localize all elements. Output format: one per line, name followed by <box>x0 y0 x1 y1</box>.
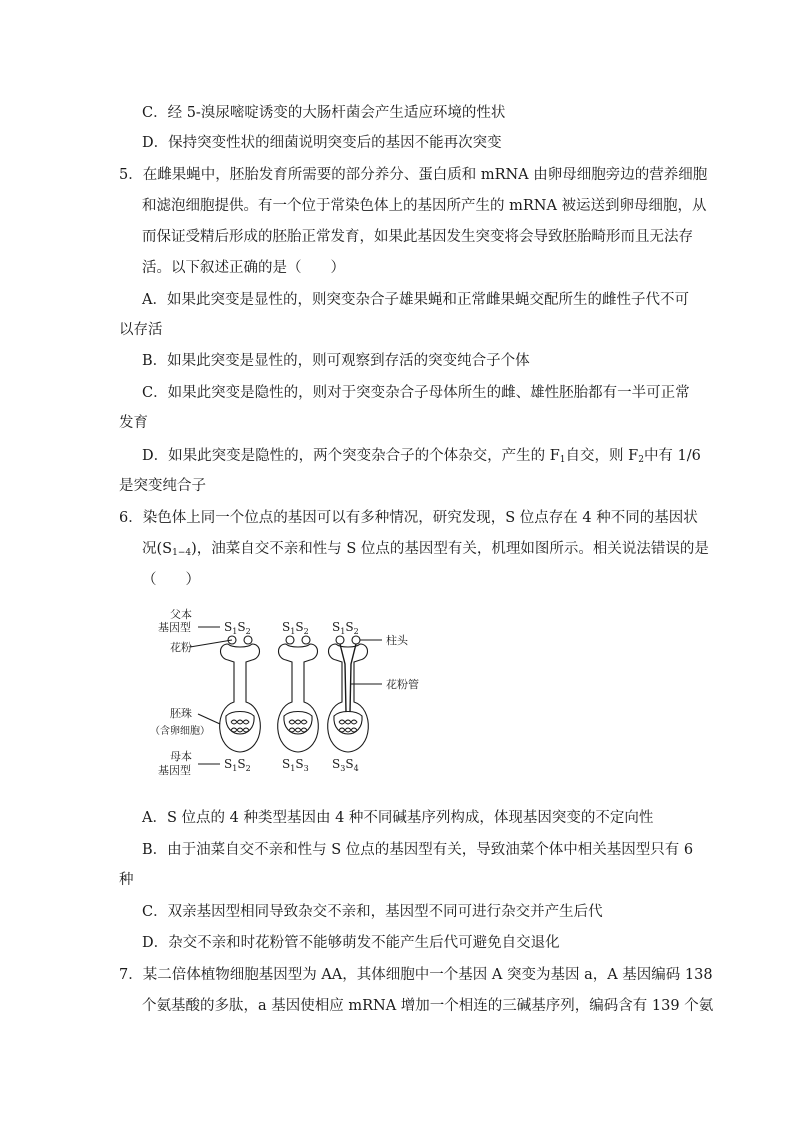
q4-option-d: D．保持突变性状的细菌说明突变后的基因不能再次突变 <box>142 135 502 151</box>
q6-stem-line2: 况$(S_{1-4})$，油菜自交不亲和性与 S 位点的基因型有关，机理如图所示。相关说法错误的是 <box>142 541 709 558</box>
s-locus-figure <box>150 604 440 782</box>
q5-option-c-line2: 发育 <box>119 415 148 431</box>
q5-option-c-line1: C．如果此突变是隐性的，则对于突变杂合子母体所生的雌、雄性胚胎都有一半可正常 <box>142 385 690 401</box>
q5-stem-line4: 活。以下叙述正确的是（ ） <box>142 260 345 276</box>
father-genotype-3: $S_1S_2$ <box>332 620 359 636</box>
pistil-2 <box>278 636 319 752</box>
q6-option-d: D．杂交不亲和时花粉管不能够萌发不能产生后代可避免自交退化 <box>142 935 560 951</box>
q6-option-c: C．双亲基因型相同导致杂交不亲和，基因型不同可进行杂交并产生后代 <box>142 904 603 920</box>
pollen-label: 花粉 <box>170 641 192 654</box>
q7-stem-line2: 个氨基酸的多肽，a 基因使相应 mRNA 增加一个相连的三碱基序列，编码含有 139 个氨 <box>142 998 714 1014</box>
q5-option-b: B．如果此突变是显性的，则可观察到存活的突变纯合子个体 <box>142 353 530 369</box>
q6-option-b-line2: 种 <box>119 872 134 888</box>
pollen-tube-label: 花粉管 <box>386 678 419 691</box>
pistil-1 <box>220 636 261 752</box>
q5-stem-line1: 5．在雌果蝇中，胚胎发育所需要的部分养分、蛋白质和 mRNA 由卵母细胞旁边的营养细胞 <box>119 167 708 183</box>
q6-option-a: A．S 位点的 4 种类型基因由 4 种不同碱基序列构成，体现基因突变的不定向性 <box>142 810 654 826</box>
q7-stem-line1: 7．某二倍体植物细胞基因型为 AA，其体细胞中一个基因 A 突变为基因 a，A 基因编码 138 <box>119 967 713 983</box>
q5-option-a-line2: 以存活 <box>119 322 163 338</box>
father-genotype-2: $S_1S_2$ <box>282 620 309 636</box>
stigma-label: 柱头 <box>386 634 408 647</box>
q4-option-c: C．经 5-溴尿嘧啶诱变的大肠杆菌会产生适应环境的性状 <box>142 105 506 121</box>
father-label-2: 基因型 <box>158 621 191 634</box>
ovule-label-2: （含卵细胞） <box>150 726 210 737</box>
q6-stem-line1: 6．染色体上同一个位点的基因可以有多种情况，研究发现，S 位点存在 4 种不同的基因状 <box>119 510 698 526</box>
father-label-1: 父本 <box>170 608 192 621</box>
q6-stem-line3: （ ） <box>142 572 200 588</box>
q5-stem-line3: 而保证受精后形成的胚胎正常发育，如果此基因发生突变将会导致胚胎畸形而且无法存 <box>142 229 693 245</box>
mother-genotype-2: $S_1S_3$ <box>282 757 309 773</box>
pistil-3 <box>328 636 369 752</box>
mother-label-1: 母本 <box>170 750 192 763</box>
mother-genotype-1: $S_1S_2$ <box>224 757 251 773</box>
q5-option-d-line2: 是突变纯合子 <box>119 478 206 494</box>
q6-option-b-line1: B．由于油菜自交不亲和性与 S 位点的基因型有关，导致油菜个体中相关基因型只有 6 <box>142 842 694 858</box>
mother-genotype-3: $S_3S_4$ <box>332 757 359 773</box>
q5-option-a-line1: A．如果此突变是显性的，则突变杂合子雄果蝇和正常雌果蝇交配所生的雌性子代不可 <box>142 292 689 308</box>
q5-option-d-line1: D．如果此突变是隐性的，两个突变杂合子的个体杂交，产生的 $F_1$自交，则 $F_2$中有 1/6 <box>142 448 701 465</box>
father-genotype-1: $S_1S_2$ <box>224 620 251 636</box>
q5-stem-line2: 和滤泡细胞提供。有一个位于常染色体上的基因所产生的 mRNA 被运送到卵母细胞，从 <box>142 198 707 214</box>
mother-label-2: 基因型 <box>158 764 191 777</box>
ovule-label-1: 胚珠 <box>170 707 192 720</box>
